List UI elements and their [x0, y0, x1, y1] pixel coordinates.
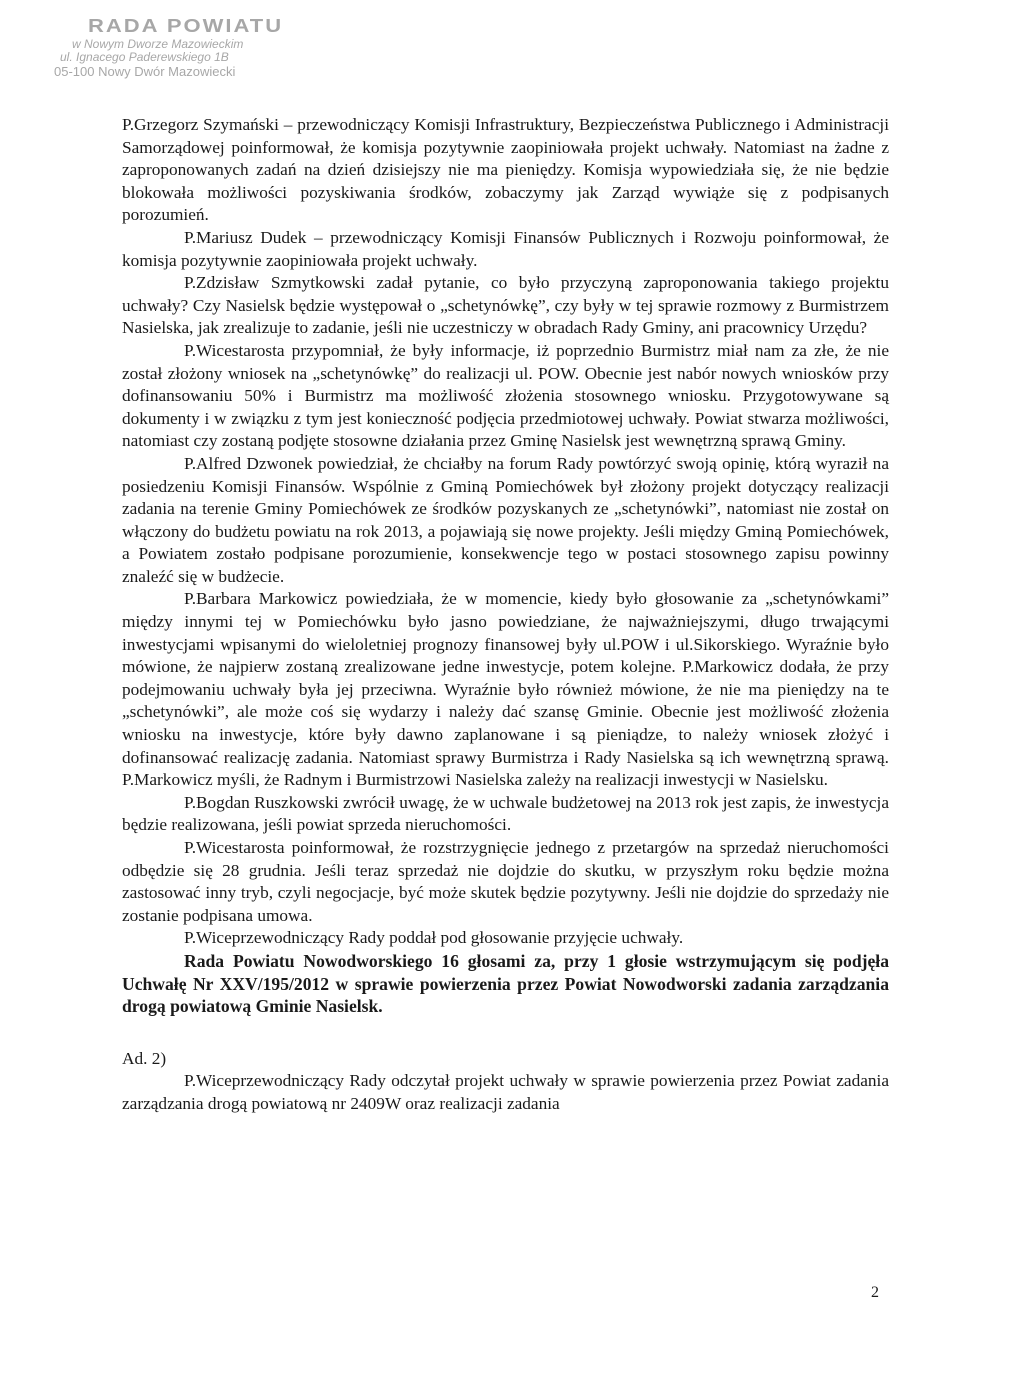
paragraph-szymanski: P.Grzegorz Szymański – przewodniczący Komisji Infrastruktury, Bezpieczeństwa Publicznego i Administracji Samorządowej poinformował, że komisja pozytywnie zaopiniowała projekt uchwały. Natomiast na żadne z zaproponowanych zadań na dzień dzisiejszy nie ma pieniędzy. Komisja wypowiedziała się, że nie będzie blokowała możliwości pozyskiwania środków, zobaczymy jak Zarząd wywiąże się z podpisanych porozumień.: [122, 115, 889, 225]
stamp-line-4: 05-100 Nowy Dwór Mazowiecki: [54, 63, 236, 79]
paragraph-closing: P.Wiceprzewodniczący Rady odczytał projekt uchwały w sprawie powierzenia przez Powiat zadania zarządzania drogą powiatową nr 2409W oraz realizacji zadania: [122, 1071, 889, 1113]
stamp-line-3: ul. Ignacego Paderewskiego 1B: [60, 50, 229, 65]
paragraph-markowicz: P.Barbara Markowicz powiedziała, że w momencie, kiedy było głosowanie za „schetynówkami” między innymi tej w Pomiechówku było jasno powiedziane, że najważniejszymi, długo trwającymi inwestycjami wpisanymi do wieloletniej prognozy finansowej były ul.POW i ul.Sikorskiego. Wyraźnie było mówione, że najpierw zostaną zrealizowane jedne inwestycje, potem kolejne. P.Markowicz dodała, że przy podejmowaniu uchwały była jej przeciwna. Wyraźnie było również mówione, że nie ma pieniędzy na te „schetynówki”, ale może coś się wydarzy i należy dać szansę Gminie. Obecnie jest możliwość złożenia wniosku na inwestycje, które były dawno zaplanowane i są pieniądze, to należy wniosek złożyć i dofinansować realizację zadania. Natomiast sprawy Burmistrza i Rady Nasielska są ich wewnętrzną sprawą. P.Markowicz myśli, że Radnym i Burmistrzowi Nasielska zależy na realizacji inwestycji w Nasielsku.: [122, 589, 889, 790]
paragraph-dzwonek: P.Alfred Dzwonek powiedział, że chciałby na forum Rady powtórzyć swoją opinię, którą wyraził na posiedzeniu Komisji Finansów. Wspólnie z Gminą Pomiechówek był złożony projekt dotyczący realizacji zadania na terenie Gminy Pomiechówek ze środków pozyskanych ze „schetynówki”, natomiast nie został on włączony do budżetu powiatu na rok 2013, a pojawiają się nowe projekty. Jeśli między Gminą Pomiechówek, a Powiatem zostało podpisane porozumienie, konsekwencje tego w postaci stosownego zapisu powinny znaleźć się w budżecie.: [122, 453, 889, 586]
paragraph-dudek: P.Mariusz Dudek – przewodniczący Komisji Finansów Publicznych i Rozwoju poinformował, że komisja pozytywnie zaopiniowała projekt uchwały.: [122, 227, 889, 270]
section-label: Ad. 2): [122, 1048, 167, 1068]
council-stamp: [48, 14, 328, 104]
paragraph-wicestarosta-1: P.Wicestarosta przypomniał, że były informacje, iż poprzednio Burmistrz miał nam za złe, że nie został złożony wniosek na „schetynówkę” do realizacji ul. POW. Obecnie jest nabór nowych wniosków przy dofinansowaniu 50% i Burmistrz ma możliwość złożenia stosownego wniosku. Przygotowywane są dokumenty i w związku z tym jest konieczność podjęcia przedmiotowej uchwały. Powiat stwarza możliwości, natomiast czy zostaną podjęte stosowne działania przez Gminę Nasielsk jest wewnętrzną sprawą Gminy.: [122, 340, 889, 451]
document-body: [122, 114, 889, 1116]
resolution-statement: Rada Powiatu Nowodworskiego 16 głosami za, przy 1 głosie wstrzymującym się podjęła Uchwałę Nr XXV/195/2012 w sprawie powierzenia przez Powiat Nowodworski zadania zarządzania drogą powiatową Gminie Nasielsk.: [122, 950, 889, 1017]
stamp-line-2: w Nowym Dworze Mazowieckim: [72, 37, 244, 52]
paragraph-wicestarosta-2: P.Wicestarosta poinformował, że rozstrzygnięcie jednego z przetargów na sprzedaż nieruchomości odbędzie się 28 grudnia. Jeśli teraz sprzedaż nie dojdzie do skutku, w przyszłym roku będzie można zastosować inny tryb, czyli negocjacje, być może skutek będzie pozytywny. Jeśli nie dojdzie do sprzedaży nie zostanie podpisana umowa.: [122, 838, 889, 925]
page-number: 2: [871, 1284, 879, 1301]
paragraph-ruszkowski: P.Bogdan Ruszkowski zwrócił uwagę, że w uchwale budżetowej na 2013 rok jest zapis, że inwestycja będzie realizowana, jeśli powiat sprzeda nieruchomości.: [122, 792, 889, 835]
stamp-line-1: RADA POWIATU: [88, 14, 284, 37]
paragraph-szmytkowski: P.Zdzisław Szmytkowski zadał pytanie, co było przyczyną zaproponowania takiego projektu uchwały? Czy Nasielsk będzie występował o „schetynówkę”, czy były w tej sprawie rozmowy z Burmistrzem Nasielska, jak zrealizuje to zadanie, jeśli nie uczestniczy w obradach Rady Gminy, ani pracownicy Urzędu?: [122, 273, 889, 338]
spacer: [122, 1018, 889, 1048]
paragraph-vote-call: P.Wiceprzewodniczący Rady poddał pod głosowanie przyjęcie uchwały.: [184, 928, 684, 948]
